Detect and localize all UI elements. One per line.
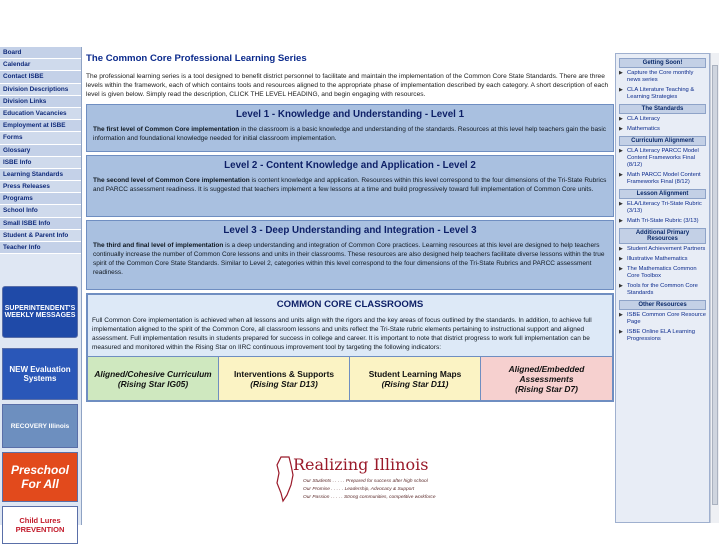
evaluation-systems-banner[interactable] bbox=[2, 348, 78, 400]
sidebar-resource-link[interactable]: ▶ Student Achievement Partners bbox=[619, 246, 706, 253]
vertical-scrollbar[interactable] bbox=[710, 53, 719, 523]
page-title: The Common Core Professional Learning Series bbox=[86, 53, 307, 64]
indicator-cell[interactable] bbox=[481, 357, 612, 400]
level-3-heading-link[interactable]: Level 3 - Deep Understanding and Integration - Level 3 bbox=[223, 225, 477, 236]
sidebar-section-heading: Getting Soon! bbox=[619, 58, 706, 68]
indicator-title: Aligned/Cohesive Curriculum bbox=[94, 368, 212, 379]
sidebar-section-heading: Other Resources bbox=[619, 300, 706, 310]
sidebar-resource-link[interactable]: ▶ Mathematics bbox=[619, 126, 706, 133]
sidebar-resource-link[interactable]: ▶ The Mathematics Common Core Toolbox bbox=[619, 266, 706, 280]
sidebar-section-heading: The Standards bbox=[619, 104, 706, 114]
intro-paragraph: The professional learning series is a tool designed to benefit district personnel to facilitate and maintain the implementation of the Common Core State Standards. There are three levels within the framework, each of which contains tools and resources aligned to the appropriate phase of implementation described by each category. A short description of each level is given below. Simply read the description, CLICK THE LEVEL HEADING, and begin engaging with resources. bbox=[86, 73, 609, 98]
indicator-grid bbox=[88, 356, 612, 400]
logo-tagline-3: Our Passion . . . . . Strong communities, competitive workforce bbox=[303, 495, 436, 500]
indicator-rising-star: (Rising Star IG05) bbox=[117, 378, 189, 389]
level-3-lead: The third and final level of implementation bbox=[93, 242, 224, 249]
level-3-panel bbox=[86, 220, 614, 290]
resources-sidebar bbox=[615, 53, 710, 523]
nav-item[interactable]: School Info bbox=[0, 205, 81, 217]
logo-name: Realizing Illinois bbox=[293, 455, 429, 474]
common-core-classrooms-panel bbox=[86, 293, 614, 402]
nav-item[interactable]: Board bbox=[0, 47, 81, 59]
classrooms-heading: COMMON CORE CLASSROOMS bbox=[276, 299, 424, 310]
sidebar-resource-link[interactable]: ▶ Illustrative Mathematics bbox=[619, 256, 706, 263]
superintendent-messages-banner[interactable] bbox=[2, 286, 78, 338]
indicator-cell[interactable] bbox=[350, 357, 481, 400]
level-2-heading-link[interactable]: Level 2 - Content Knowledge and Application - Level 2 bbox=[224, 160, 476, 171]
recovery-illinois-banner[interactable] bbox=[2, 404, 78, 448]
level-1-description bbox=[93, 125, 607, 143]
sidebar-resource-link[interactable]: ▶ ISBE Common Core Resource Page bbox=[619, 312, 706, 326]
sidebar-resource-link[interactable]: ▶ CLA Literacy bbox=[619, 116, 706, 123]
nav-item[interactable]: Small ISBE Info bbox=[0, 218, 81, 230]
level-2-lead: The second level of Common Core implementation bbox=[93, 177, 250, 184]
logo-tagline-2: Our Promise . . . . . Leadership, Advocacy & Support bbox=[303, 487, 415, 492]
sidebar-resource-link[interactable]: ▶ CLA Literacy PARCC Model Content Frameworks Final (8/12) bbox=[619, 148, 706, 169]
left-navigation bbox=[0, 47, 82, 534]
indicator-title: Student Learning Maps bbox=[368, 368, 462, 379]
child-lures-banner[interactable] bbox=[2, 506, 78, 544]
logo-tagline-1: Our Students . . . . . Prepared for success after high school bbox=[303, 479, 428, 484]
sidebar-section-heading: Lesson Alignment bbox=[619, 189, 706, 199]
superintendent-banner-text: SUPERINTENDENT'S WEEKLY MESSAGES bbox=[4, 305, 76, 319]
indicator-title: Interventions & Supports bbox=[233, 368, 335, 379]
nav-item[interactable]: Programs bbox=[0, 193, 81, 205]
classrooms-description: Full Common Core implementation is achieved when all lessons and units align with the rigors and the key areas of focus outlined by the standards. In addition, to achieve full implementation aligned to the spirit of the Common Core, all classroom lessons and units reflect the Tri-State rubric elements pertaining to instructional support and aligned assessment. Full implementation results in students prepared for success in college and career. It is important to note that district progress to work full implementation can be measured and monitored within the Rising Star on IIRC continuous improvement tool by targeting the following indicators: bbox=[92, 317, 592, 351]
nav-item[interactable]: Teacher Info bbox=[0, 242, 81, 254]
level-3-description bbox=[93, 241, 607, 277]
child-lures-banner-text: Child Lures PREVENTION bbox=[15, 516, 65, 534]
nav-item[interactable]: Division Descriptions bbox=[0, 84, 81, 96]
level-2-description bbox=[93, 176, 607, 194]
sidebar-resource-link[interactable]: ▶ Capture the Core monthly news series bbox=[619, 70, 706, 84]
indicator-cell[interactable] bbox=[219, 357, 350, 400]
evaluation-banner-text: NEW Evaluation Systems bbox=[9, 365, 71, 383]
level-1-rest: in the classroom is a basic knowledge and understanding of the standards. Resources at this level help teachers gain the basic information and foundational knowledge needed for initial classroom implementation. bbox=[93, 126, 607, 142]
sidebar-resource-link[interactable]: ▶ Math PARCC Model Content Frameworks Final (8/12) bbox=[619, 172, 706, 186]
nav-item[interactable]: Employment at ISBE bbox=[0, 120, 81, 132]
indicator-rising-star: (Rising Star D7) bbox=[515, 383, 578, 394]
recovery-banner-text: RECOVERY Illinois bbox=[10, 422, 70, 430]
nav-item[interactable]: Forms bbox=[0, 132, 81, 144]
sidebar-resource-link[interactable]: ▶ ISBE Online ELA Learning Progressions bbox=[619, 329, 706, 343]
preschool-for-all-banner[interactable] bbox=[2, 452, 78, 502]
sidebar-section-heading: Additional Primary Resources bbox=[619, 228, 706, 244]
nav-item[interactable]: Contact ISBE bbox=[0, 71, 81, 83]
scrollbar-thumb[interactable] bbox=[712, 65, 718, 505]
nav-list bbox=[0, 47, 81, 254]
sidebar-resource-link[interactable]: ▶ ELA/Literacy Tri-State Rubric (3/13) bbox=[619, 201, 706, 215]
level-1-heading-link[interactable]: Level 1 - Knowledge and Understanding - Level 1 bbox=[235, 109, 465, 120]
nav-item[interactable]: Student & Parent Info bbox=[0, 230, 81, 242]
nav-item[interactable]: Education Vacancies bbox=[0, 108, 81, 120]
nav-item[interactable]: Calendar bbox=[0, 59, 81, 71]
level-1-lead: The first level of Common Core implementation bbox=[93, 126, 240, 133]
sidebar-resource-link[interactable]: ▶ CLA Literature Teaching & Learning Strategies bbox=[619, 87, 706, 101]
indicator-rising-star: (Rising Star D13) bbox=[250, 378, 318, 389]
level-2-rest: is content knowledge and application. Resources within this level correspond to the four dimensions of the Tri-State Rubrics and PARCC assessment readiness. It is suggested that teachers implement a few lessons at a time and build progressively toward full implementation of Common Core units. bbox=[93, 177, 607, 193]
level-1-panel bbox=[86, 104, 614, 152]
indicator-cell[interactable] bbox=[88, 357, 219, 400]
nav-item[interactable]: Glossary bbox=[0, 145, 81, 157]
main-content bbox=[86, 53, 614, 402]
preschool-banner-text: Preschool For All bbox=[10, 463, 70, 491]
indicator-title: Aligned/Embedded Assessments bbox=[508, 363, 585, 384]
sidebar-resource-link[interactable]: ▶ Tools for the Common Core Standards bbox=[619, 283, 706, 297]
realizing-illinois-logo bbox=[273, 455, 453, 517]
nav-item[interactable]: Learning Standards bbox=[0, 169, 81, 181]
nav-item[interactable]: ISBE Info bbox=[0, 157, 81, 169]
indicator-rising-star: (Rising Star D11) bbox=[381, 378, 449, 389]
nav-item[interactable]: Division Links bbox=[0, 96, 81, 108]
sidebar-resource-link[interactable]: ▶ Math Tri-State Rubric (3/13) bbox=[619, 218, 706, 225]
sidebar-section-heading: Curriculum Alignment bbox=[619, 136, 706, 146]
level-3-rest: is a deep understanding and integration of Common Core practices. Learning resources at this level are designed to help teachers continually increase the number of Common Core lessons and units in their classrooms. These resources are also designed help teachers facilitate diverse lessons within the true spirit of the Common Core State Standards. Similar to Level 2, categories within this level correspond to the four dimensions of the Tri-State Rubrics and PARCC assessment readiness. bbox=[93, 242, 605, 276]
nav-item[interactable]: Press Releases bbox=[0, 181, 81, 193]
level-2-panel bbox=[86, 155, 614, 217]
